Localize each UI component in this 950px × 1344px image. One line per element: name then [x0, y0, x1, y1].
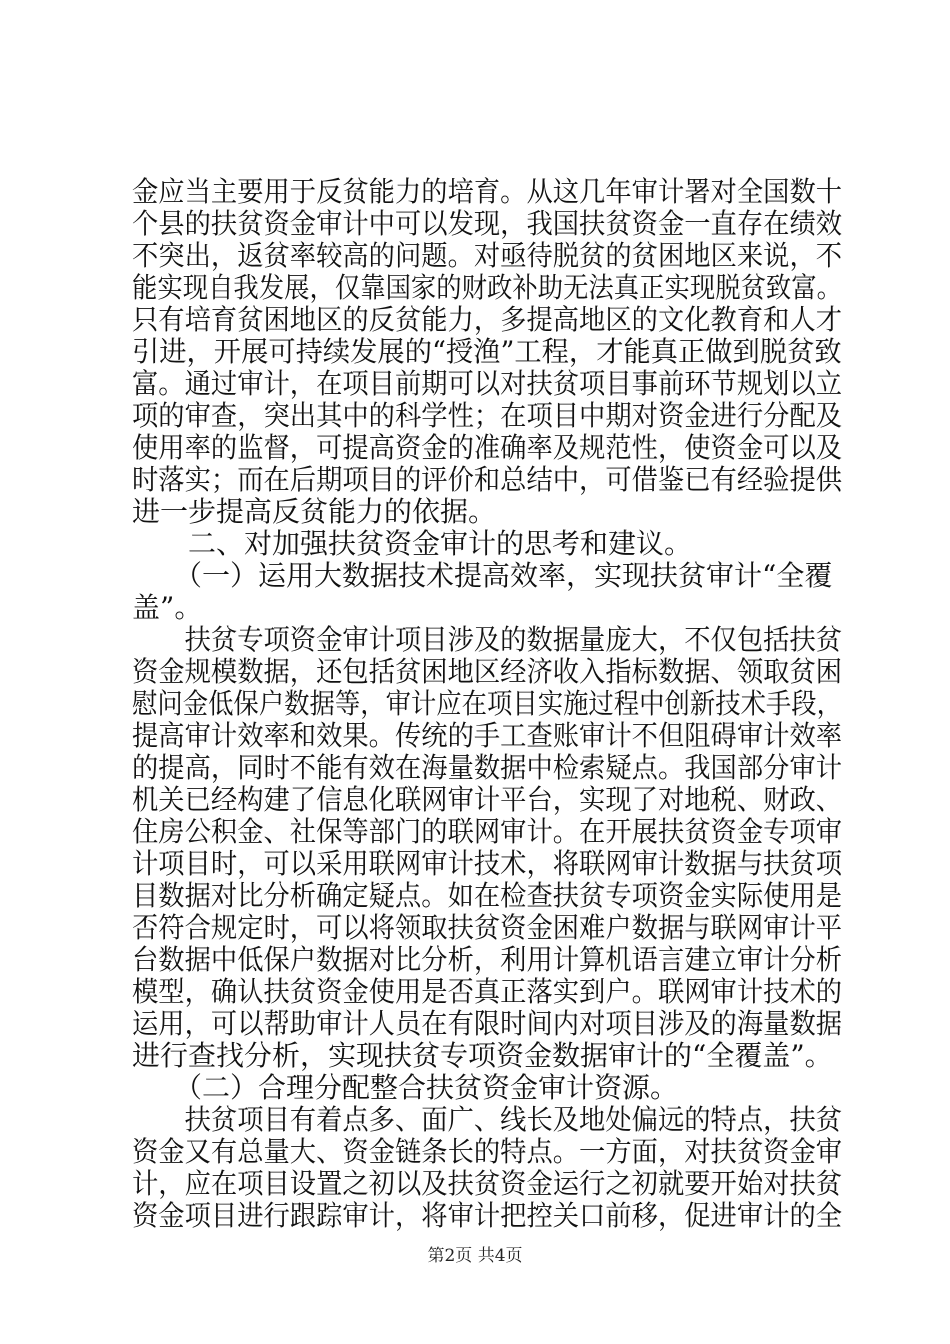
body-text-line: 目数据对比分析确定疑点。如在检查扶贫专项资金实际使用是	[132, 879, 843, 912]
body-text-line: 的提高，同时不能有效在海量数据中检索疑点。我国部分审计	[132, 751, 843, 784]
body-text-line: 提高审计效率和效果。传统的手工查账审计不但阻碍审计效率	[132, 719, 843, 752]
body-text-line: 能实现自我发展，仅靠国家的财政补助无法真正实现脱贫致富。	[132, 271, 843, 304]
subsection-heading-continued: 盖”。	[132, 591, 203, 624]
body-text-line: 使用率的监督，可提高资金的准确率及规范性，使资金可以及	[132, 431, 843, 464]
body-text-line: 模型，确认扶贫资金使用是否真正落实到户。联网审计技术的	[132, 975, 843, 1008]
body-text-line: 计，应在项目设置之初以及扶贫资金运行之初就要开始对扶贫	[132, 1167, 843, 1200]
body-text-line: 资金规模数据，还包括贫困地区经济收入指标数据、领取贫困	[132, 655, 843, 688]
body-text-line: 资金又有总量大、资金链条长的特点。一方面，对扶贫资金审	[132, 1135, 843, 1168]
body-text-line: 进一步提高反贫能力的依据。	[132, 495, 497, 528]
page-number-footer: 第2页 共4页	[427, 1246, 523, 1266]
body-text-line: 不突出，返贫率较高的问题。对亟待脱贫的贫困地区来说，不	[132, 239, 843, 272]
body-text-line: 富。通过审计，在项目前期可以对扶贫项目事前环节规划以立	[132, 367, 843, 400]
body-text-line: 计项目时，可以采用联网审计技术，将联网审计数据与扶贫项	[132, 847, 843, 880]
body-text-line: 项的审查，突出其中的科学性；在项目中期对资金进行分配及	[132, 399, 843, 432]
body-text-line: 慰问金低保户数据等，审计应在项目实施过程中创新技术手段，	[132, 687, 843, 720]
subsection-heading: （一）运用大数据技术提高效率，实现扶贫审计“全覆	[132, 559, 833, 592]
body-text-line: 住房公积金、社保等部门的联网审计。在开展扶贫资金专项审	[132, 815, 843, 848]
body-text-line: 资金项目进行跟踪审计，将审计把控关口前移，促进审计的全	[132, 1199, 843, 1232]
body-text-line: 台数据中低保户数据对比分析，利用计算机语言建立审计分析	[132, 943, 843, 976]
body-text-line: 个县的扶贫资金审计中可以发现，我国扶贫资金一直存在绩效	[132, 207, 843, 240]
subsection-heading: （二）合理分配整合扶贫资金审计资源。	[132, 1071, 679, 1104]
body-text-line: 否符合规定时，可以将领取扶贫资金困难户数据与联网审计平	[132, 911, 843, 944]
body-text-line: 扶贫项目有着点多、面广、线长及地处偏远的特点，扶贫	[132, 1103, 843, 1136]
body-text-line: 运用，可以帮助审计人员在有限时间内对项目涉及的海量数据	[132, 1007, 843, 1040]
body-text-line: 时落实；而在后期项目的评价和总结中，可借鉴已有经验提供	[132, 463, 843, 496]
body-text-line: 扶贫专项资金审计项目涉及的数据量庞大，不仅包括扶贫	[132, 623, 843, 656]
section-heading: 二、对加强扶贫资金审计的思考和建议。	[132, 527, 693, 560]
body-text-line: 引进，开展可持续发展的“授渔”工程，才能真正做到脱贫致	[132, 335, 842, 368]
body-text-line: 金应当主要用于反贫能力的培育。从这几年审计署对全国数十	[132, 175, 843, 208]
body-text-line: 机关已经构建了信息化联网审计平台，实现了对地税、财政、	[132, 783, 843, 816]
body-text-line: 只有培育贫困地区的反贫能力，多提高地区的文化教育和人才	[132, 303, 843, 336]
body-text-line: 进行查找分析，实现扶贫专项资金数据审计的“全覆盖”。	[132, 1039, 833, 1072]
